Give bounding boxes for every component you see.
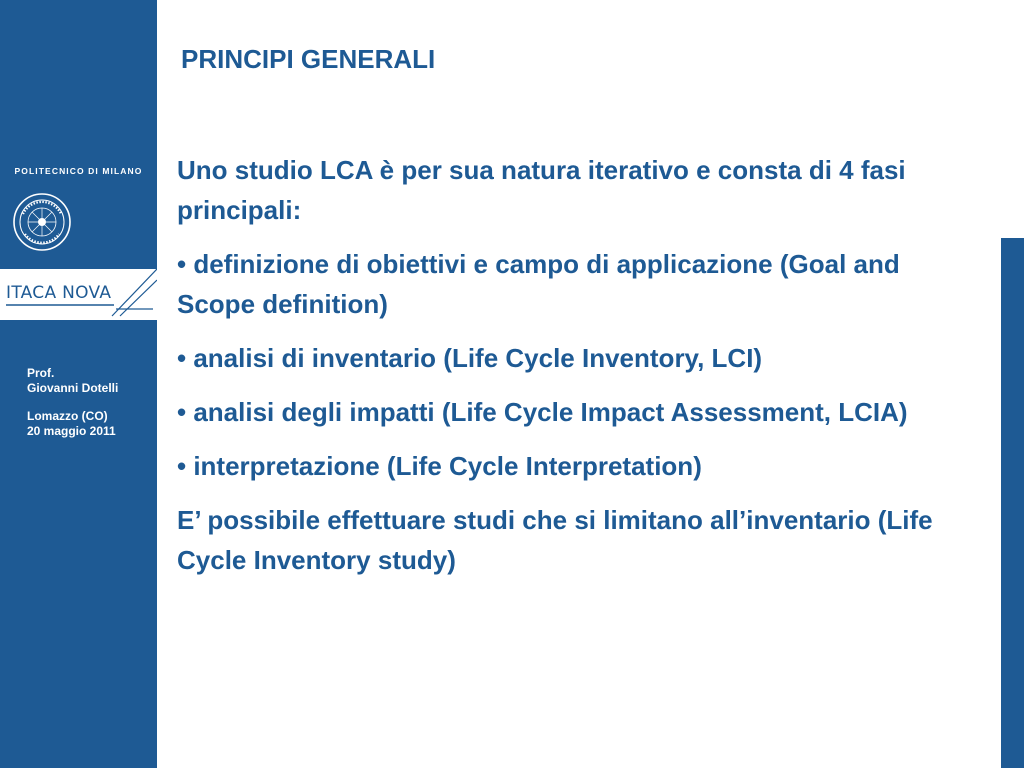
author-title: Prof. <box>27 366 55 380</box>
author-location: Lomazzo (CO) <box>27 409 108 423</box>
slide-body <box>177 150 982 594</box>
bullet-item: • definizione di obiettivi e campo di applicazione (Goal and Scope definition) <box>177 249 900 319</box>
university-seal-icon <box>12 192 72 252</box>
author-name: Giovanni Dotelli <box>27 380 119 395</box>
bullet-item: • interpretazione (Life Cycle Interpretation) <box>177 451 702 481</box>
bullet-item: • analisi degli impatti (Life Cycle Impact Assessment, LCIA) <box>177 397 908 427</box>
closing-paragraph: E’ possibile effettuare studi che si limitano all’inventario (Life Cycle Inventory study) <box>177 505 933 575</box>
intro-paragraph: Uno studio LCA è per sua natura iterativo e consta di 4 fasi principali: <box>177 155 906 225</box>
itaca-nova-logo <box>0 269 157 320</box>
sidebar <box>0 0 157 768</box>
right-accent-bar <box>1001 238 1024 768</box>
author-date: 20 maggio 2011 <box>27 423 116 438</box>
author-info <box>27 366 118 438</box>
bullet-item: • analisi di inventario (Life Cycle Inventory, LCI) <box>177 343 763 373</box>
logo-text: ITACA NOVA <box>6 283 112 303</box>
university-name: POLITECNICO DI MILANO <box>14 166 143 176</box>
slide-title: PRINCIPI GENERALI <box>181 44 436 74</box>
